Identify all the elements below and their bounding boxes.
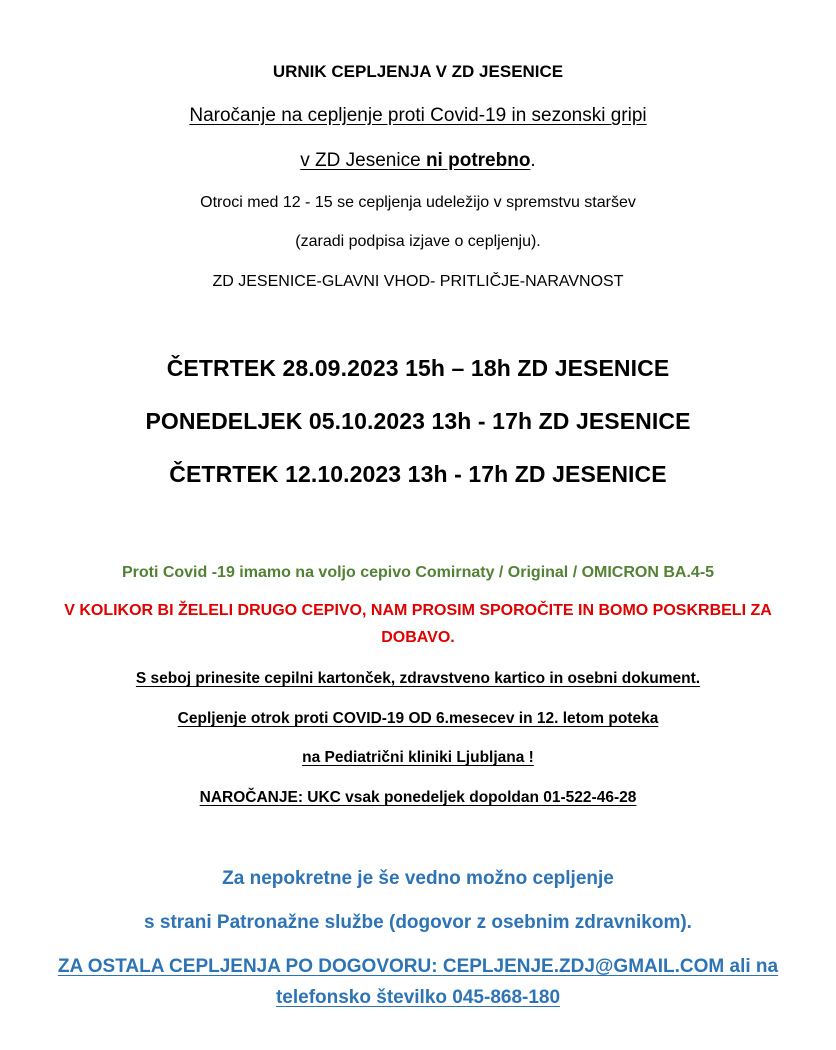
bring-documents: [0, 670, 836, 688]
info-reason: (zaradi podpisa izjave o cepljenju).: [295, 233, 541, 250]
info-children: Otroci med 12 - 15 se cepljenja udeležijo v spremstvu staršev: [200, 194, 636, 211]
subtitle-line-1: [0, 105, 836, 127]
other-vaccine-notice-1: V KOLIKOR BI ŽELELI DRUGO CEPIVO, NAM PROSIM SPOROČITE IN BOMO POSKRBELI ZA: [64, 602, 772, 619]
ordering-info: [0, 789, 836, 807]
schedule-date-3: ČETRTEK 12.10.2023 13h - 17h ZD JESENICE: [169, 461, 667, 487]
contact-middle: ali na: [724, 956, 779, 977]
vaccine-availability: Proti Covid -19 imamo na voljo cepivo Comirnaty / Original / OMICRON BA.4-5: [121, 564, 715, 581]
other-vaccinations-contact: [0, 956, 836, 978]
contact-prefix: ZA OSTALA CEPLJENJA PO DOGOVORU:: [57, 956, 443, 977]
schedule-date-2: PONEDELJEK 05.10.2023 13h - 17h ZD JESENICE: [145, 408, 691, 434]
subtitle-suffix: .: [530, 150, 536, 171]
children-vaccination-text-2: na Pediatrični kliniki Ljubljana !: [302, 749, 534, 766]
subtitle-bold: ni potrebno: [425, 150, 531, 171]
other-vaccine-notice-2: DOBAVO.: [381, 629, 455, 646]
subtitle-line-2: [0, 150, 836, 172]
children-vaccination-2: [0, 749, 836, 767]
ordering-info-text: NAROČANJE: UKC vsak ponedeljek dopoldan 01-522-46-28: [199, 789, 637, 806]
schedule-date-1: ČETRTEK 28.09.2023 15h – 18h ZD JESENICE: [166, 355, 670, 381]
immobile-patients-line-2: s strani Patronažne službe (dogovor z osebnim zdravnikom).: [144, 912, 692, 933]
page-title: URNIK CEPLJENJA V ZD JESENICE: [272, 62, 564, 81]
children-vaccination-text-1: Cepljenje otrok proti COVID-19 OD 6.mesecev in 12. letom poteka: [177, 710, 659, 727]
phone-contact-text: telefonsko številko 045-868-180: [275, 987, 561, 1008]
subtitle-prefix: v ZD Jesenice: [300, 150, 426, 171]
children-vaccination-1: [0, 710, 836, 728]
bring-documents-text: S seboj prinesite cepilni kartonček, zdravstveno kartico in osebni dokument.: [135, 670, 701, 687]
phone-contact: [0, 987, 836, 1009]
subtitle-text-1: Naročanje na cepljenje proti Covid-19 in sezonski gripi: [189, 105, 647, 126]
subtitle-text-2: [300, 150, 530, 171]
immobile-patients-line-1: Za nepokretne je še vedno možno cepljenje: [222, 868, 614, 889]
info-location: ZD JESENICE-GLAVNI VHOD- PRITLIČJE-NARAVNOST: [212, 273, 624, 290]
email-link[interactable]: CEPLJENJE.ZDJ@GMAIL.COM: [442, 956, 725, 977]
